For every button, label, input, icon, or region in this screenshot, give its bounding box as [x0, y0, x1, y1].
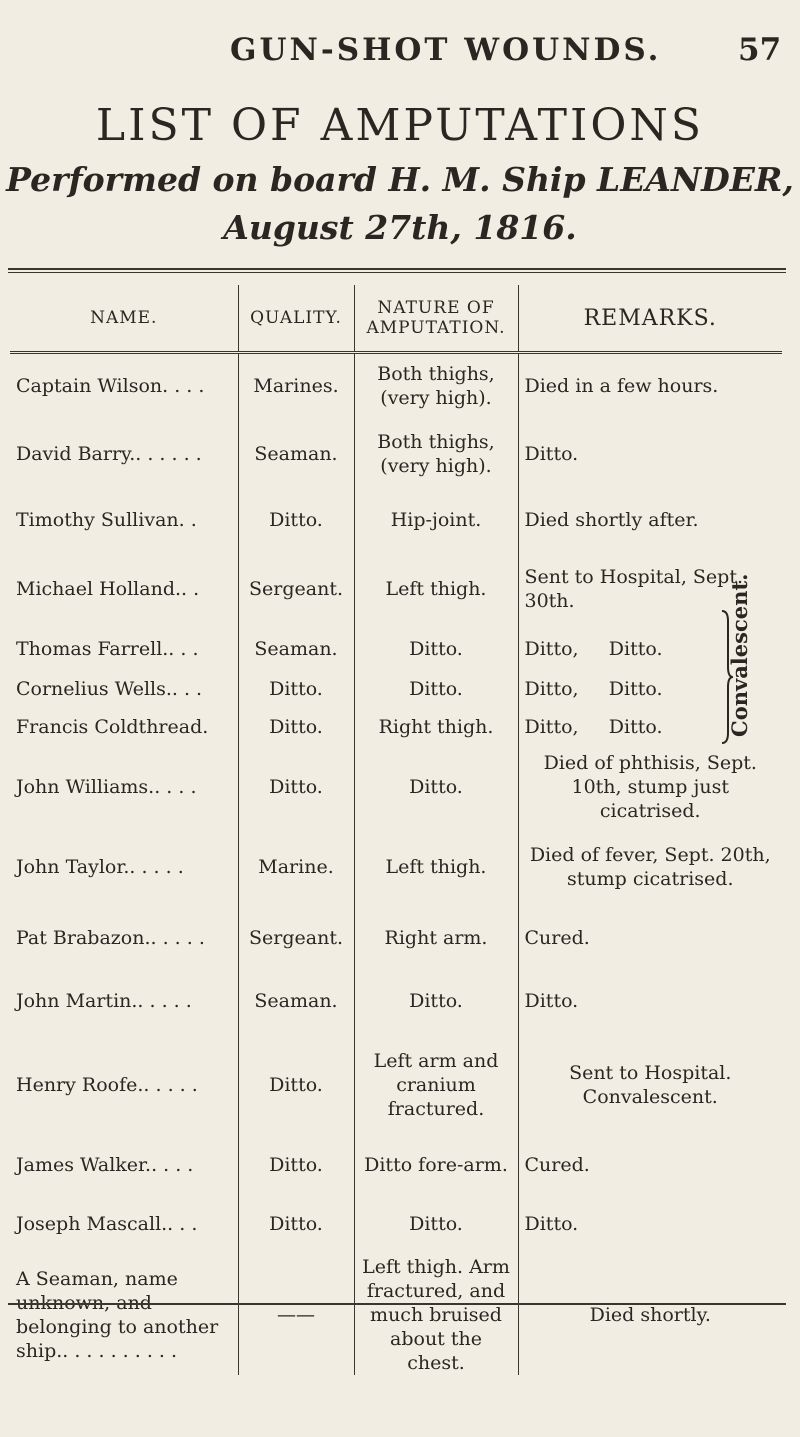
cell-nature: Ditto fore-arm. — [354, 1137, 518, 1193]
cell-nature: Hip-joint. — [354, 489, 518, 551]
amputations-table — [10, 285, 782, 1375]
cell-name: John Taylor.. . . . . — [10, 827, 238, 907]
subtitle-ship: Performed on board H. M. Ship LEANDER, — [6, 160, 794, 199]
convalescent-bracket — [720, 573, 780, 745]
table-row — [10, 353, 782, 419]
cell-name: A Seaman, name unknown, and belonging to another ship.. . . . . . . . . . — [10, 1255, 238, 1375]
table-row — [10, 1137, 782, 1193]
cell-nature: Right thigh. — [354, 707, 518, 747]
cell-name: Pat Brabazon.. . . . . — [10, 907, 238, 969]
page-number: 57 — [738, 32, 782, 68]
cell-name: Michael Holland.. . — [10, 551, 238, 627]
table-row — [10, 969, 782, 1033]
cell-quality: Seaman. — [238, 627, 354, 671]
cell-name: John Martin.. . . . . — [10, 969, 238, 1033]
running-title: GUN-SHOT WOUNDS. — [230, 32, 662, 68]
cell-nature: Ditto. — [354, 671, 518, 707]
cell-nature: Both thighs, (very high). — [354, 353, 518, 419]
cell-name: Thomas Farrell.. . . — [10, 627, 238, 671]
cell-nature: Left thigh. — [354, 827, 518, 907]
cell-quality: Ditto. — [238, 489, 354, 551]
cell-remarks: Died shortly. — [589, 1303, 711, 1326]
table-row — [10, 1193, 782, 1255]
table-row — [10, 907, 782, 969]
cell-quality: Marine. — [238, 827, 354, 907]
table-row — [10, 1255, 782, 1375]
cell-remarks: Ditto, Ditto. — [524, 715, 663, 738]
cell-remarks: Died in a few hours. — [524, 375, 719, 398]
cell-quality: Ditto. — [238, 1137, 354, 1193]
cell-name: David Barry.. . . . . . — [10, 419, 238, 489]
cell-remarks: Died shortly after. — [524, 508, 699, 531]
cell-quality: Ditto. — [238, 671, 354, 707]
cell-remarks: Cured. — [524, 1153, 590, 1176]
cell-nature: Ditto. — [354, 747, 518, 827]
list-title: LIST OF AMPUTATIONS — [95, 100, 705, 151]
table-row — [10, 489, 782, 551]
cell-quality: Ditto. — [238, 1193, 354, 1255]
cell-name: James Walker.. . . . — [10, 1137, 238, 1193]
table-row — [10, 747, 782, 827]
cell-nature: Ditto. — [354, 1193, 518, 1255]
cell-quality: Ditto. — [238, 1033, 354, 1137]
column-header-quality: QUALITY. — [238, 285, 354, 353]
cell-nature: Both thighs, (very high). — [354, 419, 518, 489]
cell-name: Joseph Mascall.. . . — [10, 1193, 238, 1255]
cell-quality: Seaman. — [238, 419, 354, 489]
cell-quality: Seaman. — [238, 969, 354, 1033]
cell-remarks: Ditto. — [524, 1212, 579, 1235]
cell-nature: Right arm. — [354, 907, 518, 969]
top-rule — [8, 268, 786, 270]
cell-remarks: Died of fever, Sept. 20th, stump cicatrised. — [529, 843, 771, 890]
cell-remarks: Ditto. — [524, 989, 579, 1012]
running-head — [0, 28, 800, 78]
column-header-remarks: REMARKS. — [518, 285, 782, 353]
cell-quality: Ditto. — [238, 747, 354, 827]
cell-nature: Left thigh. — [354, 551, 518, 627]
subtitle-date: August 27th, 1816. — [223, 208, 577, 247]
cell-name: Cornelius Wells.. . . — [10, 671, 238, 707]
table-row — [10, 827, 782, 907]
cell-remarks: Ditto, Ditto. — [524, 637, 663, 660]
table-row — [10, 1033, 782, 1137]
cell-remarks: Sent to Hospital. Convalescent. — [569, 1061, 732, 1108]
cell-name: Francis Coldthread. — [10, 707, 238, 747]
column-header-name: NAME. — [10, 285, 238, 353]
table-header-row — [10, 285, 782, 353]
table-row — [10, 707, 782, 747]
table-row — [10, 627, 782, 671]
cell-name: Captain Wilson. . . . — [10, 353, 238, 419]
cell-nature: Left thigh. Arm fractured, and much bruised about the chest. — [354, 1255, 518, 1375]
cell-quality: Marines. — [238, 353, 354, 419]
cell-name: Henry Roofe.. . . . . — [10, 1033, 238, 1137]
cell-quality: Sergeant. — [238, 907, 354, 969]
top-rule-thin — [8, 272, 786, 273]
cell-remarks: Died of phthisis, Sept. 10th, stump just cicatrised. — [543, 751, 757, 822]
cell-quality: Ditto. — [238, 707, 354, 747]
cell-name: Timothy Sullivan. . — [10, 489, 238, 551]
cell-remarks: Cured. — [524, 926, 590, 949]
cell-remarks: Ditto. — [524, 442, 579, 465]
cell-remarks-text: Ditto, Ditto. — [524, 677, 663, 700]
cell-nature: Ditto. — [354, 627, 518, 671]
cell-name: John Williams.. . . . — [10, 747, 238, 827]
convalescent-label: Convalescent. — [727, 573, 752, 737]
column-header-nature: NATURE OF AMPUTATION. — [354, 285, 518, 353]
table-row — [10, 419, 782, 489]
cell-nature: Left arm and cranium fractured. — [354, 1033, 518, 1137]
cell-quality: Sergeant. — [238, 551, 354, 627]
bottom-rule — [8, 1303, 786, 1305]
cell-quality: —— — [238, 1255, 354, 1375]
cell-nature: Ditto. — [354, 969, 518, 1033]
table-row — [10, 671, 782, 707]
table-row — [10, 551, 782, 627]
cell-remarks: Sent to Hospital, Sept. 30th. — [524, 565, 743, 612]
